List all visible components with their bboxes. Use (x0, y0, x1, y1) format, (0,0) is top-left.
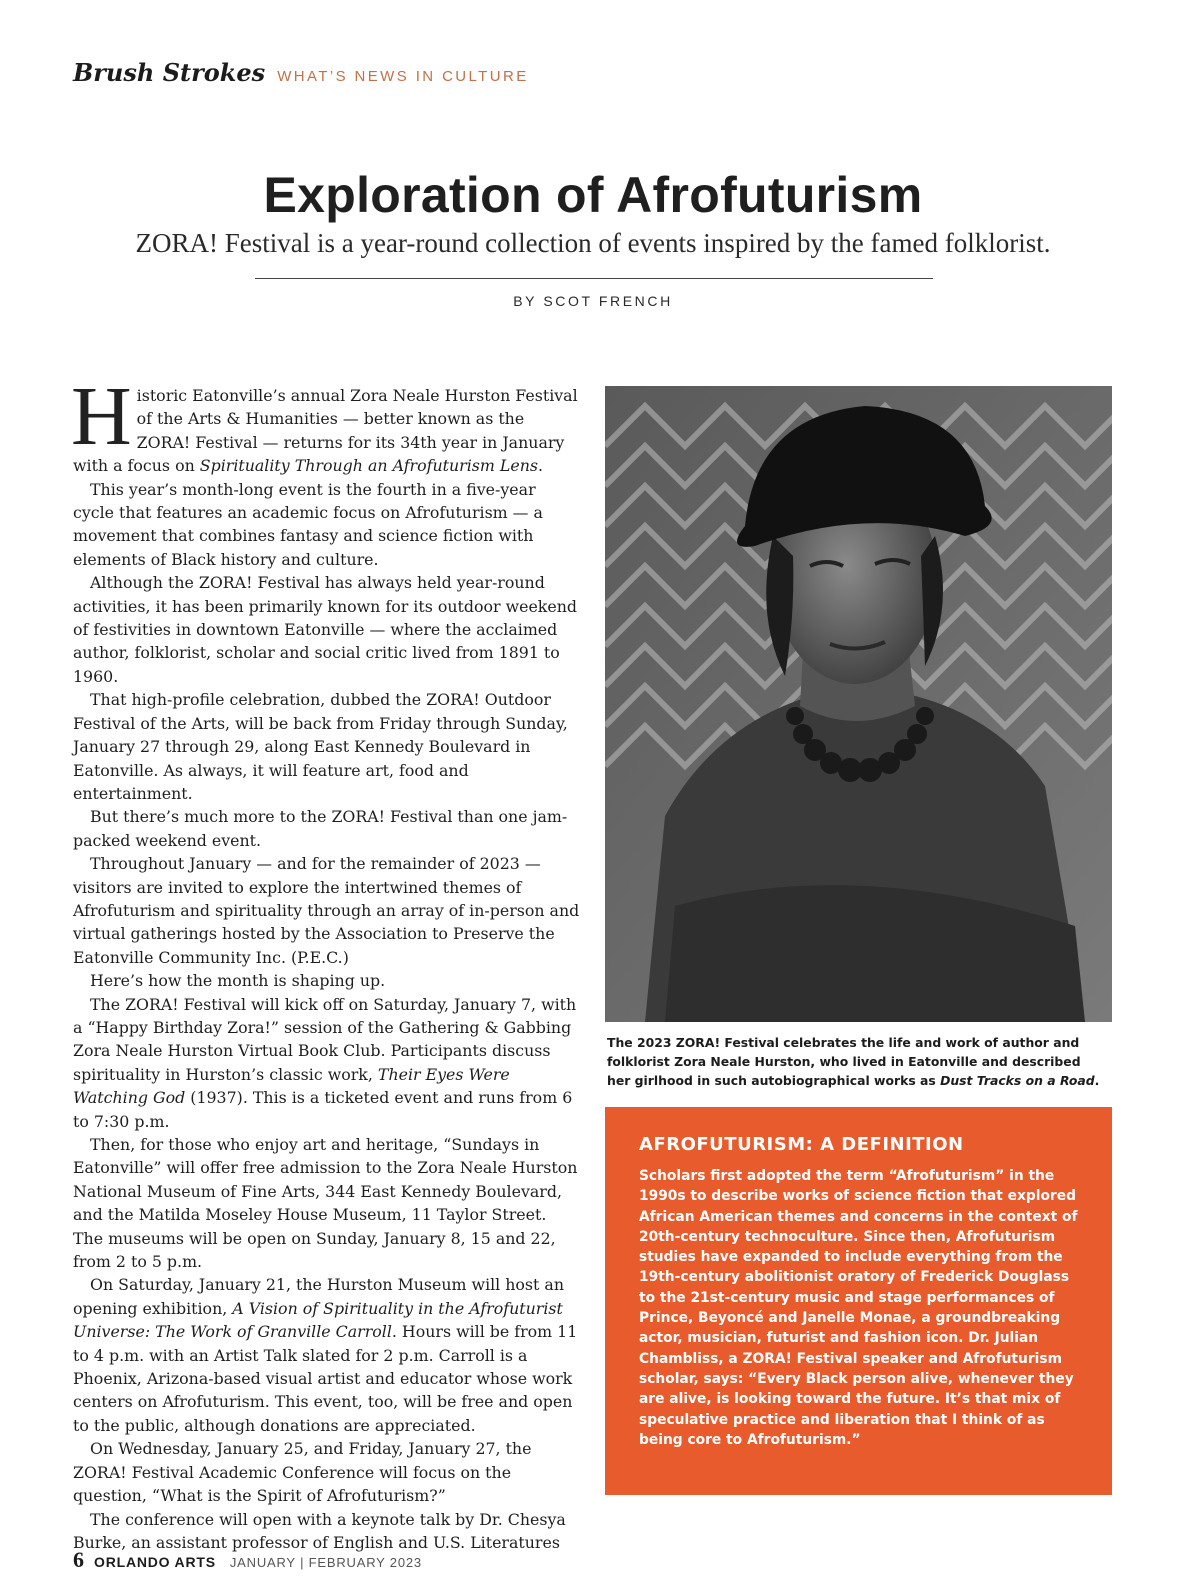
paragraph: But there’s much more to the ZORA! Festival than one jam-packed weekend event. (73, 807, 568, 850)
portrait-photo (605, 386, 1112, 1022)
issue-date: JANUARY | FEBRUARY 2023 (229, 1555, 422, 1570)
sidebar-title: AFROFUTURISM: A DEFINITION (639, 1134, 964, 1155)
section-tagline: WHAT’S NEWS IN CULTURE (277, 68, 529, 85)
paragraph: Although the ZORA! Festival has always held year-round activities, it has been primarily known for its outdoor weekend of festivities in downtown Eatonville — where the acclaimed author, folklorist, scholar and social critic lived from 1891 to 1960. (73, 573, 577, 686)
definition-sidebar (605, 1107, 1112, 1495)
paragraph: On Saturday, January 21, the Hurston Museum will host an opening exhibition, A Vision of Spirituality in the Afrofuturist Universe: The Work of Granville Carroll. Hours will be from 11 to 4 p.m. with an Artist Talk slated for 2 p.m. Carroll is a Phoenix, Arizona-based visual artist and educator whose work centers on Afrofuturism. This event, too, will be free and open to the public, although donations are appreciated. (73, 1275, 578, 1435)
article-deck: ZORA! Festival is a year-round collection of events inspired by the famed folklorist. (135, 228, 1051, 258)
photo-caption: The 2023 ZORA! Festival celebrates the life and work of author and folklorist Zora Neale Hurston, who lived in Eatonville and described her girlhood in such autobiographical works as Dust Tracks on a Road. (607, 1035, 1100, 1088)
paragraph: That high-profile celebration, dubbed the ZORA! Outdoor Festival of the Arts, will be back from Friday through Sunday, January 27 through 29, along East Kennedy Boulevard in Eatonville. As always, it will feature art, food and entertainment. (73, 690, 568, 803)
drop-cap: H (71, 370, 132, 463)
section-header (73, 58, 529, 87)
paragraph: Then, for those who enjoy art and heritage, “Sundays in Eatonville” will offer free admission to the Zora Neale Hurston National Museum of Fine Arts, 344 East Kennedy Boulevard, and the Matilda Moseley House Museum, 11 Taylor Street. The museums will be open on Sunday, January 8, 15 and 22, from 2 to 5 p.m. (73, 1135, 578, 1272)
section-name: Brush Strokes (73, 58, 266, 87)
paragraph: Here’s how the month is shaping up. (90, 971, 386, 991)
page-number: 6 (73, 1547, 84, 1572)
byline: BY SCOT FRENCH (513, 293, 673, 309)
sidebar-text: Scholars first adopted the term “Afrofuturism” in the 1990s to describe works of science fiction that explored African American themes and concerns in the context of 20th-century technoculture. Since then, Afrofuturism studies have expanded to include everything from the 19th-century abolitionist oratory of Frederick Douglass to the 21st-century music and stage performances of Prince, Beyoncé and Janelle Monae, a groundbreaking actor, musician, futurist and fashion icon. Dr. Julian Chambliss, a ZORA! Festival speaker and Afrofuturism scholar, says: “Every Black person alive, whenever they are alive, is looking toward the future. It’s that mix of speculative practice and liberation that I think of as being core to Afrofuturism.” (639, 1168, 1078, 1448)
paragraph: The conference will open with a keynote talk by Dr. Chesya Burke, an assistant professor of English and U.S. Literatures (73, 1509, 566, 1552)
paragraph: On Wednesday, January 25, and Friday, January 27, the ZORA! Festival Academic Conference will focus on the question, “What is the Spirit of Afrofuturism?” (73, 1439, 532, 1506)
page-footer (73, 1547, 422, 1573)
title-divider (255, 278, 933, 279)
paragraph: This year’s month-long event is the fourth in a five-year cycle that features an academic focus on Afrofuturism — a movement that combines fantasy and science fiction with elements of Black history and culture. (73, 479, 543, 569)
paragraph: Throughout January — and for the remainder of 2023 — visitors are invited to explore the intertwined themes of Afrofuturism and spirituality through an array of in-person and virtual gatherings hosted by the Association to Preserve the Eatonville Community Inc. (P.E.C.) (73, 854, 580, 967)
paragraph: Historic Eatonville’s annual Zora Neale Hurston Festival of the Arts & Humanities — better known as the ZORA! Festival — returns for its 34th year in January with a focus on Spirituality Through an Afrofuturism Lens. (71, 370, 578, 476)
paragraph: The ZORA! Festival will kick off on Saturday, January 7, with a “Happy Birthday Zora!” session of the Gathering & Gabbing Zora Neale Hurston Virtual Book Club. Participants discuss spirituality in Hurston’s classic work, Their Eyes Were Watching God (1937). This is a ticketed event and runs from 6 to 7:30 p.m. (73, 994, 577, 1131)
article-body (71, 370, 581, 1554)
publication-name: ORLANDO ARTS (94, 1554, 216, 1570)
article-title: Exploration of Afrofuturism (263, 167, 923, 223)
